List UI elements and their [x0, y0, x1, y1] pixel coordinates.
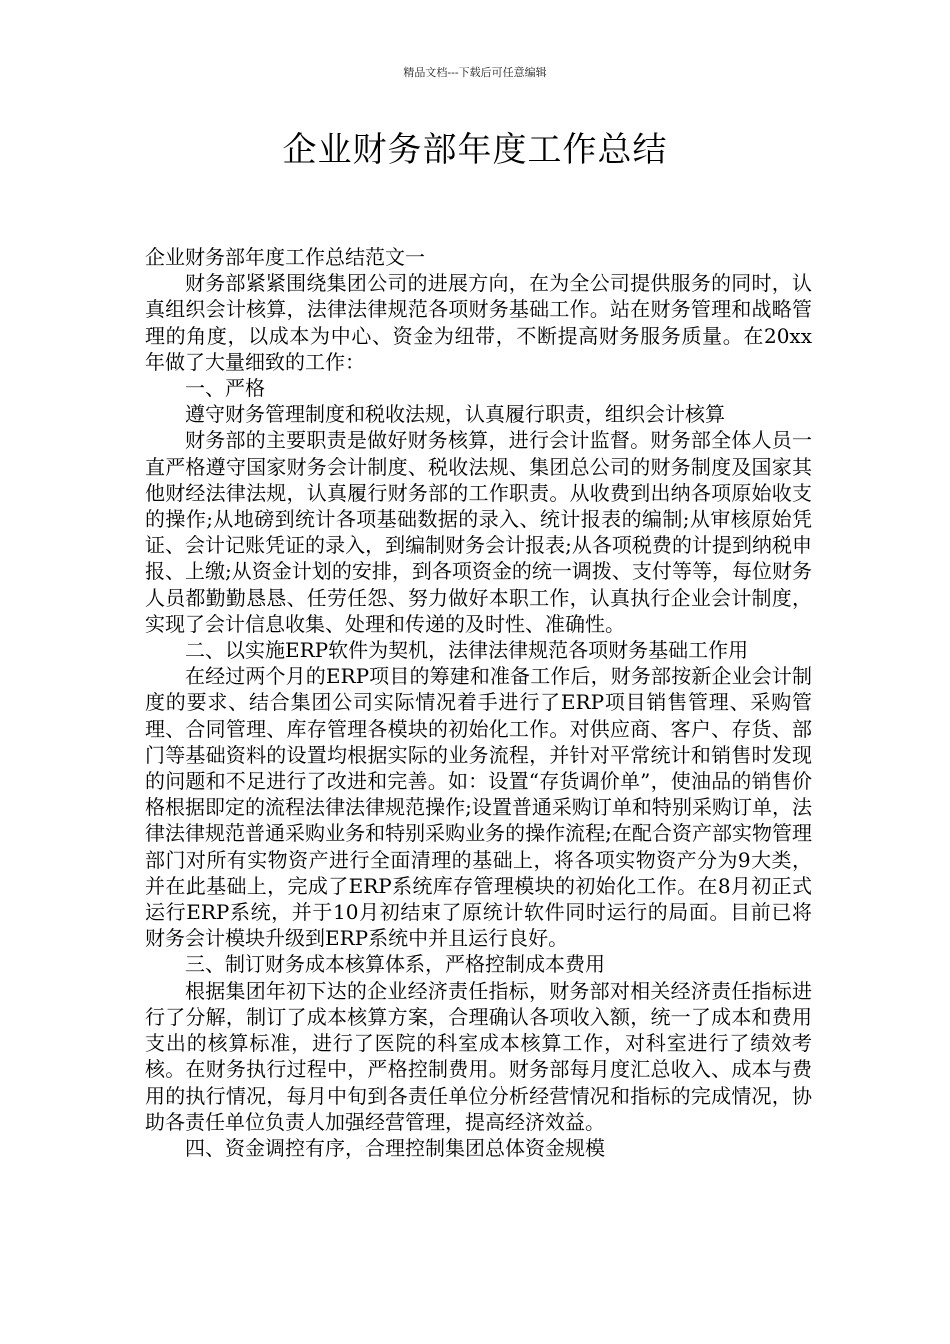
document-title: 企业财务部年度工作总结: [282, 130, 668, 170]
section-heading: 三、制订财务成本核算体系，严格控制成本费用: [185, 952, 605, 977]
section-heading: 四、资金调控有序，合理控制集团总体资金规模: [185, 1135, 605, 1160]
document-body: [145, 244, 812, 1161]
section-heading: 二、以实施ERP软件为契机，法律法律规范各项财务基础工作用: [185, 638, 749, 663]
paragraph: 企业财务部年度工作总结范文一: [145, 245, 425, 269]
header-note: 精品文档---下载后可任意编辑: [403, 66, 547, 79]
paragraph: 在经过两个月的ERP项目的筹建和准备工作后，财务部按新企业会计制度的要求、结合集团公司实际情况着手进行了ERP项目销售管理、采购管理、合同管理、库存管理各模块的初始化工作。对供应商、客户、存货、部门等基础资料的设置均根据实际的业务流程，并针对平常统计和销售时发现的问题和不足进行了改进和完善。如：设置“存货调价单”，使油品的销售价格根据即定的流程法律法律规范操作;设置普通采购订单和特别采购订单，法律法律规范普通采购业务和特别采购业务的操作流程;在配合资产部实物管理部门对所有实物资产进行全面清理的基础上，将各项实物资产分为9大类，并在此基础上，完成了ERP系统库存管理模块的初始化工作。在8月初正式运行ERP系统，并于10月初结束了原统计软件同时运行的局面。目前已将财务会计模块升级到ERP系统中并且运行良好。: [145, 664, 812, 951]
paragraph: 根据集团年初下达的企业经济责任指标，财务部对相关经济责任指标进行了分解，制订了成本核算方案，合理确认各项收入额，统一了成本和费用支出的核算标准，进行了医院的科室成本核算工作，对科室进行了绩效考核。在财务执行过程中，严格控制费用。财务部每月度汇总收入、成本与费用的执行情况，每月中旬到各责任单位分析经营情况和指标的完成情况，协助各责任单位负责人加强经营管理，提高经济效益。: [145, 978, 812, 1134]
paragraph: 遵守财务管理制度和税收法规，认真履行职责，组织会计核算: [185, 402, 725, 427]
paragraph: 财务部的主要职责是做好财务核算，进行会计监督。财务部全体人员一直严格遵守国家财务会计制度、税收法规、集团总公司的财务制度及国家其他财经法律法规，认真履行财务部的工作职责。从收费到出纳各项原始收支的操作;从地磅到统计各项基础数据的录入、统计报表的编制;从审核原始凭证、会计记账凭证的录入，到编制财务会计报表;从各项税费的计提到纳税申报、上缴;从资金计划的安排，到各项资金的统一调拨、支付等等，每位财务人员都勤勤恳恳、任劳任怨、努力做好本职工作，认真执行企业会计制度，实现了会计信息收集、处理和传递的及时性、准确性。: [145, 428, 812, 636]
paragraph: 财务部紧紧围绕集团公司的进展方向，在为全公司提供服务的同时，认真组织会计核算，法律法律规范各项财务基础工作。站在财务管理和战略管理的角度，以成本为中心、资金为纽带，不断提高财务服务质量。在20xx年做了大量细致的工作：: [145, 271, 812, 374]
section-heading: 一、严格: [185, 376, 265, 401]
